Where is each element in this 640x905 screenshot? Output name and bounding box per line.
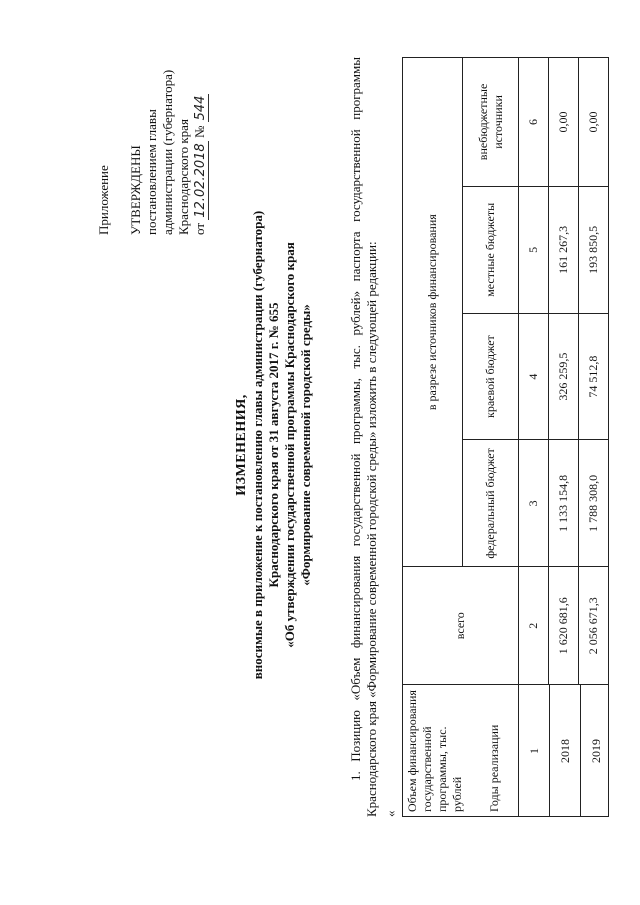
approved-line-3: Краснодарского края: [176, 119, 191, 235]
table-header-row: [403, 58, 463, 817]
column-number: 1: [518, 685, 549, 817]
financing-label: Объем финансирования государственной программы, тыс. рублей: [405, 690, 464, 812]
document-title: [234, 185, 314, 705]
row-regional: 74 512,8: [579, 313, 609, 440]
years-header: Годы реализации: [487, 724, 501, 812]
title-line-2: Краснодарского края от 31 августа 2017 г. № 655: [266, 302, 281, 588]
row-extra: 0,00: [549, 58, 579, 187]
column-number: 5: [519, 186, 549, 313]
row-total: 1 620 681,6: [549, 567, 579, 685]
approval-block: [128, 15, 209, 235]
row-year: 2018: [549, 685, 580, 817]
date-prefix: от: [192, 222, 207, 235]
title-line-4: «Формирование современной городской среды»: [298, 304, 313, 586]
column-number: 3: [519, 440, 549, 567]
approval-date-line: [192, 15, 209, 235]
row-year: 2019: [580, 685, 611, 817]
row-total: 2 056 671,3: [579, 567, 609, 685]
sources-header: в разрезе источников финансирования: [403, 58, 463, 567]
total-header: всего: [403, 567, 519, 685]
body-paragraph: 1. Позицию «Объем финансирования государственной программы, тыс. рублей» паспорта государственной программы Краснодарского края «Формирование современной городской среды» изложить в следующей редакции:: [348, 57, 379, 817]
title-heading: ИЗМЕНЕНИЯ,: [234, 394, 249, 496]
row-federal: 1 788 308,0: [579, 440, 609, 567]
row-local: 193 850,5: [579, 186, 609, 313]
column-number: 2: [519, 567, 549, 685]
subheader-extra: внебюджетные источники: [463, 58, 519, 187]
approved-line-1: постановлением главы: [144, 109, 159, 235]
column-number: 6: [519, 58, 549, 187]
approval-number: 544: [193, 95, 208, 121]
row-local: 161 267,3: [549, 186, 579, 313]
year-column: [518, 685, 611, 817]
appendix-label: Приложение: [96, 165, 111, 235]
subheader-federal: федеральный бюджет: [463, 440, 519, 567]
approval-date: 12.02.2018: [193, 143, 208, 218]
row-regional: 326 259,5: [549, 313, 579, 440]
number-sign: №: [192, 125, 207, 139]
title-line-3: «Об утверждении государственной программы Краснодарского края: [282, 242, 297, 648]
column-number: 4: [519, 313, 549, 440]
approved-label: УТВЕРЖДЕНЫ: [128, 145, 143, 235]
subheader-local: местные бюджеты: [463, 186, 519, 313]
opening-quote: «: [383, 810, 398, 817]
title-line-1: вносимые в приложение к постановлению главы администрации (губернатора): [250, 210, 265, 680]
row-federal: 1 133 154,8: [549, 440, 579, 567]
subheader-regional: краевой бюджет: [463, 313, 519, 440]
row-extra: 0,00: [579, 58, 609, 187]
approved-line-2: администрации (губернатора): [160, 69, 175, 235]
